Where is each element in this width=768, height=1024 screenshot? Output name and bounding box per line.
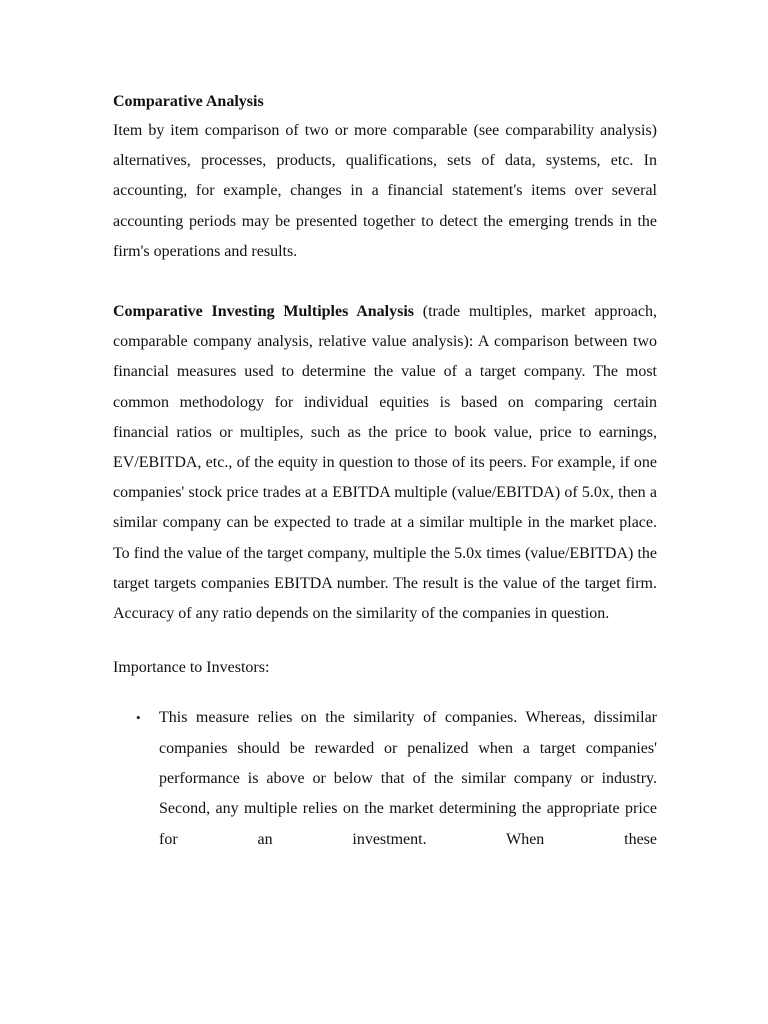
bullet-item — [113, 703, 657, 855]
paragraph-spacer — [113, 629, 657, 653]
bullet-icon: • — [136, 710, 141, 726]
investing-multiples-term: Comparative Investing Multiples Analysis — [113, 303, 414, 321]
investing-multiples-paragraph — [113, 297, 657, 629]
section-title-comparative-analysis: Comparative Analysis — [113, 93, 264, 110]
bullet-text: This measure relies on the similarity of companies. Whereas, dissimilar companies should be rewarded or penalized when a target companies' performance is above or below that of the similar company or industry. Second, any multiple relies on the market determining the appropriate price for an investment. When these — [159, 709, 657, 848]
importance-bullet-list — [113, 703, 657, 855]
paragraph-spacer — [113, 267, 657, 297]
paragraph-spacer — [113, 683, 657, 703]
document-content — [113, 88, 657, 855]
investing-multiples-definition: (trade multiples, market approach, comparable company analysis, relative value analysis): A comparison between two financial measures used to determine the value of a target company. The most common methodology for individual equities is based on comparing certain financial ratios or multiples, such as the price to book value, price to earnings, EV/EBITDA, etc., of the equity in question to those of its peers. For example, if one companies' stock price trades at a EBITDA multiple (value/EBITDA) of 5.0x, then a similar company can be expected to trade at a similar multiple in the market place. To find the value of the target company, multiple the 5.0x times (value/EBITDA) the target targets companies EBITDA number. The result is the value of the target firm. Accuracy of any ratio depends on the similarity of the companies in question. — [113, 303, 657, 623]
comparative-analysis-paragraph: Item by item comparison of two or more comparable (see comparability analysis) alternatives, processes, products, qualifications, sets of data, systems, etc. In accounting, for example, changes in a financial statement's items over several accounting periods may be presented together to detect the emerging trends in the firm's operations and results. — [113, 122, 657, 260]
importance-heading: Importance to Investors: — [113, 659, 270, 677]
